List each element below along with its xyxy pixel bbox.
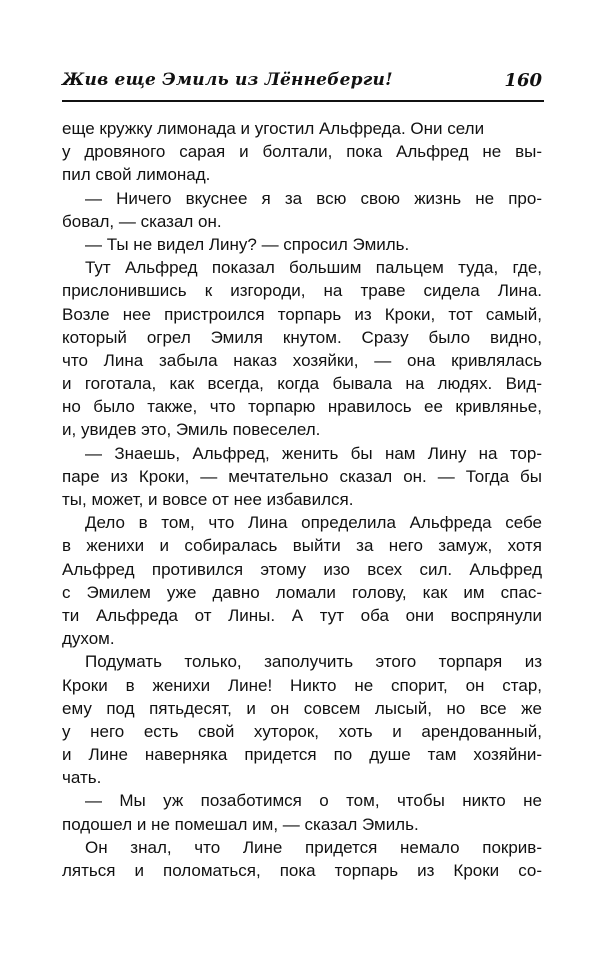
text-line: Тут Альфред показал большим пальцем туда, где, bbox=[85, 258, 542, 278]
text-line: чать. bbox=[62, 768, 102, 788]
text-line: у дровяного сарая и болтали, пока Альфред не вы- bbox=[62, 142, 542, 162]
text-line: который огрел Эмиля кнутом. Сразу было видно, bbox=[62, 327, 542, 347]
text-line: в женихи и собиралась выйти за него замуж, хотя bbox=[62, 536, 542, 556]
text-line: что Лина забыла наказ хозяйки, — она кривлялась bbox=[62, 350, 542, 370]
text-line: ти Альфреда от Лины. А тут оба они воспрянули bbox=[62, 605, 542, 625]
text-line: ляться и поломаться, пока торпарь из Кроки со- bbox=[62, 861, 542, 880]
text-line: Возле нее пристроился торпарь из Кроки, тот самый, bbox=[62, 304, 542, 324]
text-line: но было также, что торпарю нравилось ее кривлянье, bbox=[62, 397, 542, 417]
body-text bbox=[62, 117, 542, 882]
text-line: Альфред противился этому изо всех сил. Альфред bbox=[62, 559, 542, 579]
text-line: еще кружку лимонада и угостил Альфреда. Они сели bbox=[62, 119, 485, 138]
text-line: у него есть свой хуторок, хоть и арендованный, bbox=[62, 721, 542, 741]
text-line: ему под пятьдесят, и он совсем лысый, но все же bbox=[62, 698, 542, 718]
text-line: и, увидев это, Эмиль повеселел. bbox=[62, 420, 321, 440]
text-line: — Ничего вкуснее я за всю свою жизнь не про- bbox=[85, 188, 542, 208]
text-line: Дело в том, что Лина определила Альфреда себе bbox=[85, 513, 542, 533]
page-number: 160 bbox=[504, 70, 542, 91]
header-rule bbox=[62, 100, 544, 102]
text-line: Он знал, что Лине придется немало покрив- bbox=[85, 837, 542, 857]
running-header bbox=[62, 70, 542, 100]
text-line: ты, может, и вовсе от нее избавился. bbox=[62, 490, 354, 509]
text-line: с Эмилем уже давно ломали голову, как им спас- bbox=[62, 582, 542, 602]
text-line: подошел и не помешал им, — сказал Эмиль. bbox=[62, 814, 419, 834]
text-line: духом. bbox=[62, 629, 115, 649]
text-line: — Знаешь, Альфред, женить бы нам Лину на тор- bbox=[85, 443, 542, 463]
text-line: Кроки в женихи Лине! Никто не спорит, он стар, bbox=[62, 675, 542, 695]
text-line: бовал, — сказал он. bbox=[62, 211, 222, 231]
text-line: паре из Кроки, — мечтательно сказал он. — Тогда бы bbox=[62, 466, 542, 486]
text-line: и Лине наверняка придется по душе там хозяйни- bbox=[62, 745, 542, 765]
text-line: — Мы уж позаботимся о том, чтобы никто не bbox=[85, 791, 542, 811]
text-line: — Ты не видел Лину? — спросил Эмиль. bbox=[85, 234, 410, 254]
text-line: прислонившись к изгороди, на траве сидела Лина. bbox=[62, 281, 542, 301]
running-title: Жив еще Эмиль из Лённеберги! bbox=[62, 70, 393, 90]
text-line: и гоготала, как всегда, когда бывала на людях. Вид- bbox=[62, 374, 542, 394]
text-line: пил свой лимонад. bbox=[62, 165, 211, 185]
text-line: Подумать только, заполучить этого торпаря из bbox=[85, 652, 542, 672]
